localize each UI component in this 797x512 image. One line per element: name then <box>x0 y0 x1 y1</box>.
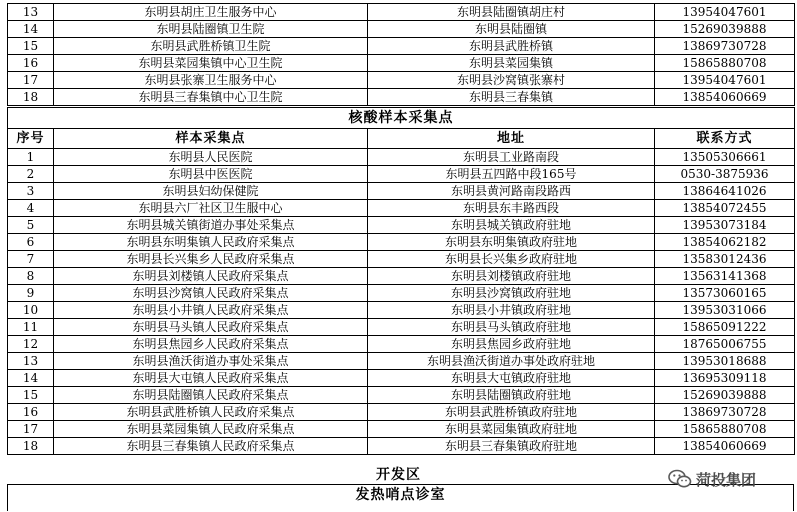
contact-phone: 13864641026 <box>655 183 795 200</box>
row-number: 13 <box>8 353 54 370</box>
site-address: 东明县东丰路西段 <box>368 200 655 217</box>
watermark <box>668 467 756 491</box>
row-number: 11 <box>8 319 54 336</box>
site-address: 东明县武胜桥镇 <box>368 38 655 55</box>
table-row <box>8 55 795 72</box>
site-name: 东明县刘楼镇人民政府采集点 <box>54 268 368 285</box>
site-address: 东明县沙窝镇政府驻地 <box>368 285 655 302</box>
column-header-row <box>8 129 795 149</box>
header-address: 地址 <box>368 129 655 149</box>
contact-phone: 13573060165 <box>655 285 795 302</box>
row-number: 14 <box>8 370 54 387</box>
contact-phone: 13505306661 <box>655 149 795 166</box>
site-address: 东明县沙窝镇张寨村 <box>368 72 655 89</box>
contact-phone: 13854060669 <box>655 89 795 106</box>
contact-phone: 15865880708 <box>655 421 795 438</box>
contact-phone: 13563141368 <box>655 268 795 285</box>
row-number: 17 <box>8 72 54 89</box>
table-row <box>8 387 795 404</box>
site-name: 东明县陆圈镇人民政府采集点 <box>54 387 368 404</box>
watermark-text: 菏投集团 <box>696 470 757 489</box>
row-number: 16 <box>8 55 54 72</box>
contact-phone: 13854060669 <box>655 438 795 455</box>
site-address: 东明县长兴集乡政府驻地 <box>368 251 655 268</box>
contact-phone: 13954047601 <box>655 72 795 89</box>
site-name: 东明县菜园集镇中心卫生院 <box>54 55 368 72</box>
section-title: 核酸样本采集点 <box>8 108 795 129</box>
table-row <box>8 421 795 438</box>
row-number: 4 <box>8 200 54 217</box>
table-row <box>8 353 795 370</box>
table-row <box>8 4 795 21</box>
site-name: 东明县菜园集镇人民政府采集点 <box>54 421 368 438</box>
row-number: 13 <box>8 4 54 21</box>
row-number: 3 <box>8 183 54 200</box>
row-number: 1 <box>8 149 54 166</box>
table-row <box>8 89 795 106</box>
site-address: 东明县菜园集镇政府驻地 <box>368 421 655 438</box>
site-address: 东明县大屯镇政府驻地 <box>368 370 655 387</box>
table-row <box>8 149 795 166</box>
row-number: 14 <box>8 21 54 38</box>
dev-zone-title: 开发区 <box>376 467 421 483</box>
site-address: 东明县工业路南段 <box>368 149 655 166</box>
site-name: 东明县小井镇人民政府采集点 <box>54 302 368 319</box>
row-number: 9 <box>8 285 54 302</box>
row-number: 16 <box>8 404 54 421</box>
table-row <box>8 72 795 89</box>
table-row <box>8 217 795 234</box>
row-number: 7 <box>8 251 54 268</box>
site-address: 东明县菜园集镇 <box>368 55 655 72</box>
site-name: 东明县张寨卫生服务中心 <box>54 72 368 89</box>
table-row <box>8 285 795 302</box>
site-name: 东明县六厂社区卫生服中心 <box>54 200 368 217</box>
wechat-icon <box>668 469 692 489</box>
header-contact: 联系方式 <box>655 129 795 149</box>
table-row <box>8 438 795 455</box>
site-name: 东明县人民医院 <box>54 149 368 166</box>
contact-phone: 0530-3875936 <box>655 166 795 183</box>
site-address: 东明县马头镇政府驻地 <box>368 319 655 336</box>
header-site: 样本采集点 <box>54 129 368 149</box>
table-row <box>8 404 795 421</box>
top-clinic-table <box>7 3 795 106</box>
site-name: 东明县妇幼保健院 <box>54 183 368 200</box>
site-name: 东明县长兴集乡人民政府采集点 <box>54 251 368 268</box>
contact-phone: 15269039888 <box>655 387 795 404</box>
header-no: 序号 <box>8 129 54 149</box>
site-name: 东明县武胜桥镇人民政府采集点 <box>54 404 368 421</box>
site-address: 东明县小井镇政府驻地 <box>368 302 655 319</box>
site-address: 东明县陆圈镇胡庄村 <box>368 4 655 21</box>
site-name: 东明县中医医院 <box>54 166 368 183</box>
contact-phone: 15269039888 <box>655 21 795 38</box>
site-name: 东明县胡庄卫生服务中心 <box>54 4 368 21</box>
contact-phone: 15865880708 <box>655 55 795 72</box>
table-row <box>8 319 795 336</box>
site-name: 东明县渔沃街道办事处采集点 <box>54 353 368 370</box>
sample-rows <box>8 149 795 455</box>
site-name: 东明县马头镇人民政府采集点 <box>54 319 368 336</box>
site-name: 东明县三春集镇中心卫生院 <box>54 89 368 106</box>
row-number: 5 <box>8 217 54 234</box>
site-address: 东明县三春集镇政府驻地 <box>368 438 655 455</box>
contact-phone: 13854072455 <box>655 200 795 217</box>
site-address: 东明县渔沃街道办事处政府驻地 <box>368 353 655 370</box>
site-address: 东明县三春集镇 <box>368 89 655 106</box>
contact-phone: 15865091222 <box>655 319 795 336</box>
site-name: 东明县沙窝镇人民政府采集点 <box>54 285 368 302</box>
site-address: 东明县五四路中段165号 <box>368 166 655 183</box>
site-name: 东明县东明集镇人民政府采集点 <box>54 234 368 251</box>
row-number: 15 <box>8 38 54 55</box>
table-row <box>8 268 795 285</box>
site-address: 东明县焦园乡政府驻地 <box>368 336 655 353</box>
site-address: 东明县陆圈镇政府驻地 <box>368 387 655 404</box>
row-number: 12 <box>8 336 54 353</box>
site-name: 东明县城关镇街道办事处采集点 <box>54 217 368 234</box>
table-row <box>8 370 795 387</box>
fever-clinic-title: 发热哨点诊室 <box>355 487 446 503</box>
row-number: 17 <box>8 421 54 438</box>
site-address: 东明县黄河路南段路西 <box>368 183 655 200</box>
table-row <box>8 302 795 319</box>
table-row <box>8 251 795 268</box>
table-row <box>8 183 795 200</box>
site-address: 东明县城关镇政府驻地 <box>368 217 655 234</box>
table-row <box>8 200 795 217</box>
site-name: 东明县焦园乡人民政府采集点 <box>54 336 368 353</box>
site-address: 东明县刘楼镇政府驻地 <box>368 268 655 285</box>
section-title-row <box>8 108 795 129</box>
table-row <box>8 21 795 38</box>
row-number: 18 <box>8 89 54 106</box>
contact-phone: 18765006755 <box>655 336 795 353</box>
site-address: 东明县陆圈镇 <box>368 21 655 38</box>
contact-phone: 13869730728 <box>655 404 795 421</box>
site-address: 东明县武胜桥镇政府驻地 <box>368 404 655 421</box>
row-number: 18 <box>8 438 54 455</box>
contact-phone: 13953018688 <box>655 353 795 370</box>
site-name: 东明县大屯镇人民政府采集点 <box>54 370 368 387</box>
contact-phone: 13583012436 <box>655 251 795 268</box>
table-row <box>8 234 795 251</box>
row-number: 6 <box>8 234 54 251</box>
row-number: 8 <box>8 268 54 285</box>
contact-phone: 13953031066 <box>655 302 795 319</box>
row-number: 2 <box>8 166 54 183</box>
sample-collection-table <box>7 107 795 455</box>
contact-phone: 13695309118 <box>655 370 795 387</box>
contact-phone: 13954047601 <box>655 4 795 21</box>
table-row <box>8 38 795 55</box>
contact-phone: 13854062182 <box>655 234 795 251</box>
contact-phone: 13869730728 <box>655 38 795 55</box>
table-row <box>8 166 795 183</box>
contact-phone: 13953073184 <box>655 217 795 234</box>
table-row <box>8 336 795 353</box>
site-name: 东明县三春集镇人民政府采集点 <box>54 438 368 455</box>
site-name: 东明县武胜桥镇卫生院 <box>54 38 368 55</box>
row-number: 15 <box>8 387 54 404</box>
row-number: 10 <box>8 302 54 319</box>
top-clinic-rows <box>8 4 795 106</box>
site-address: 东明县东明集镇政府驻地 <box>368 234 655 251</box>
site-name: 东明县陆圈镇卫生院 <box>54 21 368 38</box>
